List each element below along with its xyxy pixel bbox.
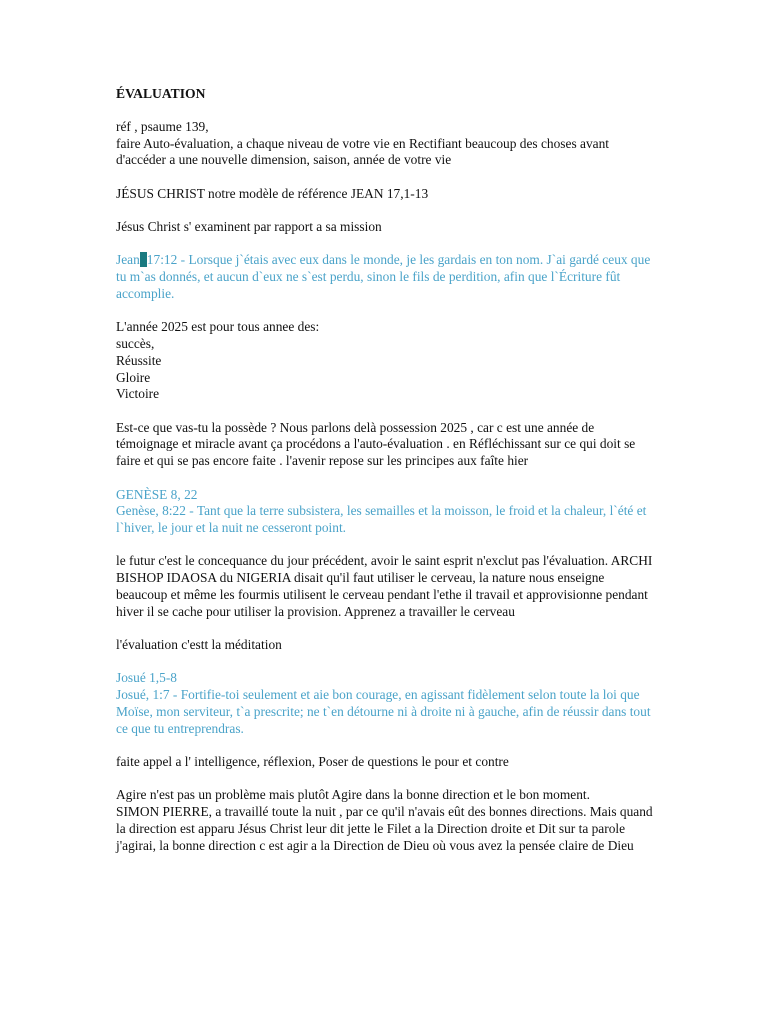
paragraph-agir bbox=[116, 787, 656, 854]
paragraph-meditation: l'évaluation c'estt la méditation bbox=[116, 637, 282, 653]
verse-josue-text: Josué, 1:7 - Fortifie-toi seulement et aie bon courage, en agissant fidèlement selon toute la loi que Moïse, mon serviteur, t`a prescrite; ne t`en détourne ni à droite ni à gauche, afin de réussir dans tout ce que tu entreprendras. bbox=[116, 687, 651, 736]
paragraph-futur: le futur c'est le concequance du jour précédent, avoir le saint esprit n'exclut pas l'évaluation. ARCHI BISHOP IDAOSA du NIGERIA disait qu'il faut utiliser le cerveau, la nature nous enseigne beaucoup et même les fourmis utilisent le cerveau pendant l'ethe il travail et approvisionne pendant hiver il se cache pour utiliser la provision. Apprenez a travailler le cerveau bbox=[116, 553, 653, 619]
verse-genese bbox=[116, 487, 656, 537]
list-item-succes: succès, bbox=[116, 335, 155, 351]
list-item-victoire: Victoire bbox=[116, 386, 160, 402]
verse-josue-ref: Josué 1,5-8 bbox=[116, 670, 177, 686]
paragraph-model: JÉSUS CHRIST notre modèle de référence JEAN 17,1-13 bbox=[116, 185, 429, 201]
reference-line: réf , psaume 139, bbox=[116, 118, 209, 134]
paragraph-intelligence: faite appel a l' intelligence, réflexion, Poser de questions le pour et contre bbox=[116, 754, 509, 770]
document-page bbox=[116, 86, 656, 871]
simon-pierre-line: SIMON PIERRE, a travaillé toute la nuit , par ce qu'il n'avais eût des bonnes directions. Mais quand la direction est apparu Jésus Christ leur dit jette le Filet a la Direction droite et Dit sur ta parole j'agirai, la bonne direction c est agir a la Direction de Dieu où vous avez la pensée claire de Dieu bbox=[116, 804, 653, 853]
document-title: ÉVALUATION bbox=[116, 86, 206, 101]
verse-genese-text: Genèse, 8:22 - Tant que la terre subsistera, les semailles et la moisson, le froid et la chaleur, l`été et l`hiver, le jour et la nuit ne cesseront point. bbox=[116, 503, 647, 536]
paragraph-reference bbox=[116, 119, 656, 169]
auto-evaluation-line: faire Auto-évaluation, a chaque niveau de votre vie en Rectifiant beaucoup des choses avant d'accéder a une nouvelle dimension, saison, année de votre vie bbox=[116, 135, 610, 168]
verse-jean bbox=[116, 252, 656, 302]
year-intro-line: L'année 2025 est pour tous annee des: bbox=[116, 319, 320, 335]
paragraph-year-2025 bbox=[116, 319, 656, 403]
agir-line: Agire n'est pas un problème mais plutôt Agire dans la bonne direction et le bon moment. bbox=[116, 787, 590, 803]
verse-genese-ref: GENÈSE 8, 22 bbox=[116, 486, 198, 502]
paragraph-possession: Est-ce que vas-tu la possède ? Nous parlons delà possession 2025 , car c est une année de témoignage et miracle avant ça procédons a l'auto-évaluation . en Réfléchissant sur ce qui doit se faire et qui se pas encore faite . l'avenir repose sur les principes aux faîte hier bbox=[116, 419, 636, 469]
verse-jean-book: Jean bbox=[116, 252, 140, 268]
paragraph-mission: Jésus Christ s' examinent par rapport a sa mission bbox=[116, 218, 382, 234]
text-cursor-highlight bbox=[140, 252, 147, 267]
verse-jean-text: 17:12 - Lorsque j`étais avec eux dans le monde, je les gardais en ton nom. J`ai gardé ceux que tu m`as donnés, et aucun d`eux ne s`est perdu, sinon le fils de perdition, afin que l`Écriture fût accomplie. bbox=[116, 252, 651, 301]
list-item-reussite: Réussite bbox=[116, 352, 162, 368]
list-item-gloire: Gloire bbox=[116, 369, 151, 385]
verse-josue bbox=[116, 670, 656, 737]
